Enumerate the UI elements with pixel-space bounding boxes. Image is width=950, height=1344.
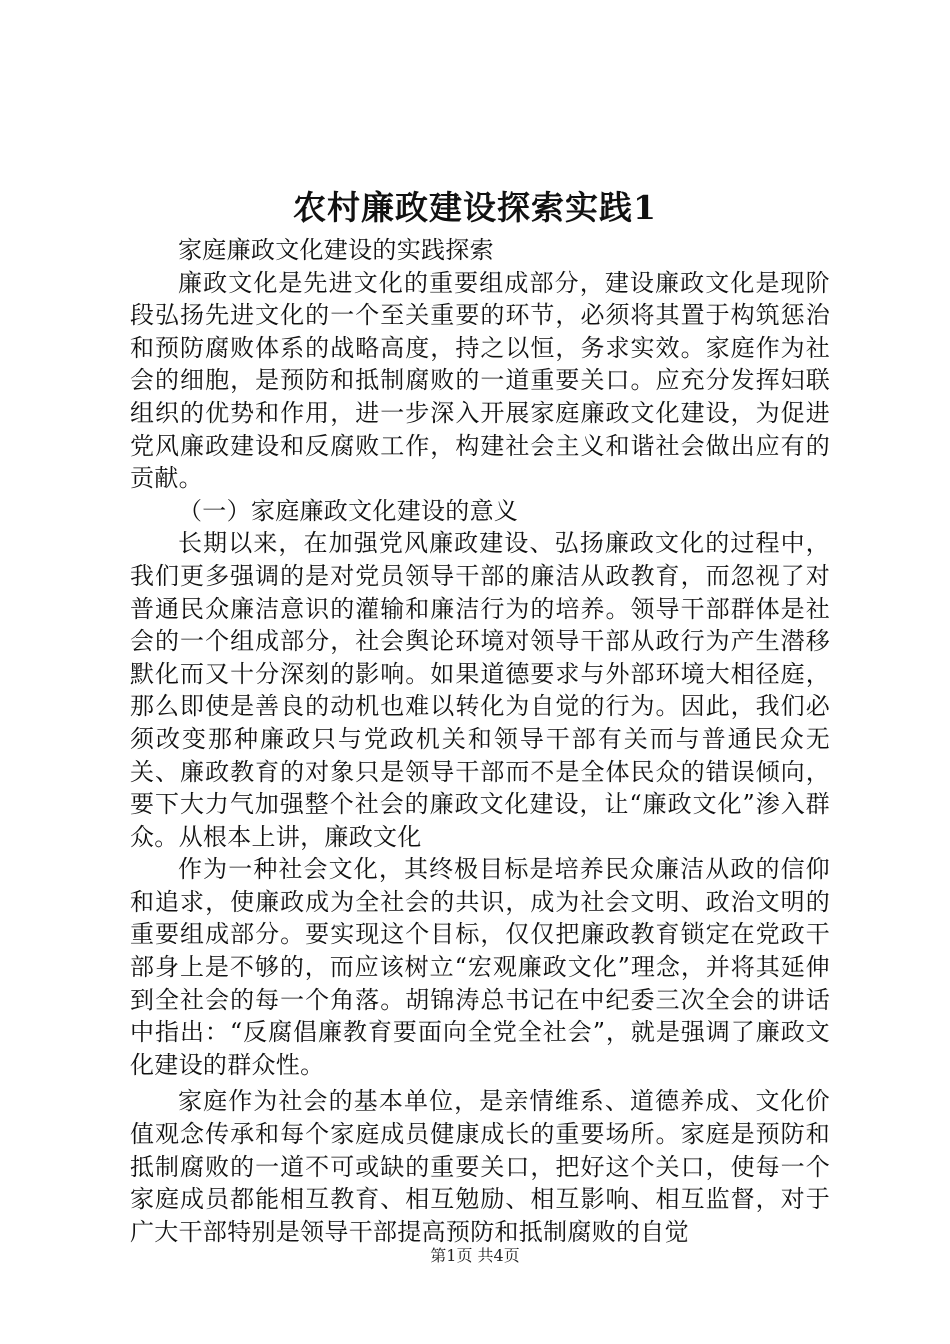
body-paragraph: 家庭作为社会的基本单位，是亲情维系、道德养成、文化价值观念传承和每个家庭成员健康成长的重要场所。家庭是预防和抵制腐败的一道不可或缺的重要关口，把好这个关口，使每一个家庭成员都能相互教育、相互勉励、相互影响、相互监督，对于广大干部特别是领导干部提高预防和抵制腐败的自觉 bbox=[130, 1087, 830, 1246]
body-paragraph: 廉政文化是先进文化的重要组成部分，建设廉政文化是现阶段弘扬先进文化的一个至关重要的环节，必须将其置于构筑惩治和预防腐败体系的战略高度，持之以恒，务求实效。家庭作为社会的细胞，是预防和抵制腐败的一道重要关口。应充分发挥妇联组织的优势和作用，进一步深入开展家庭廉政文化建设，为促进党风廉政建设和反腐败工作，构建社会主义和谐社会做出应有的贡献。 bbox=[130, 268, 830, 493]
subsection-heading: （一）家庭廉政文化建设的意义 bbox=[178, 496, 519, 525]
body-paragraph: 长期以来，在加强党风廉政建设、弘扬廉政文化的过程中，我们更多强调的是对党员领导干部的廉洁从政教育，而忽视了对普通民众廉洁意识的灌输和廉洁行为的培养。领导干部群体是社会的一个组成部分，社会舆论环境对领导干部从政行为产生潜移默化而又十分深刻的影响。如果道德要求与外部环境大相径庭，那么即使是善良的动机也难以转化为自觉的行为。因此，我们必须改变那种廉政只与党政机关和领导干部有关而与普通民众无关、廉政教育的对象只是领导干部而不是全体民众的错误倾向，要下大力气加强整个社会的廉政文化建设，让“廉政文化”渗入群众。从根本上讲，廉政文化 bbox=[130, 529, 830, 851]
document-body bbox=[130, 234, 830, 1248]
section-heading: 家庭廉政文化建设的实践探索 bbox=[178, 236, 494, 264]
document-title: 农村廉政建设探索实践1 bbox=[293, 188, 657, 227]
page-number-footer: 第1页 共4页 bbox=[430, 1246, 520, 1265]
body-paragraph: 作为一种社会文化，其终极目标是培养民众廉洁从政的信仰和追求，使廉政成为全社会的共识，成为社会文明、政治文明的重要组成部分。要实现这个目标，仅仅把廉政教育锁定在党政干部身上是不够的，而应该树立“宏观廉政文化”理念，并将其延伸到全社会的每一个角落。胡锦涛总书记在中纪委三次全会的讲话中指出：“反腐倡廉教育要面向全党全社会”，就是强调了廉政文化建设的群众性。 bbox=[130, 855, 830, 1079]
